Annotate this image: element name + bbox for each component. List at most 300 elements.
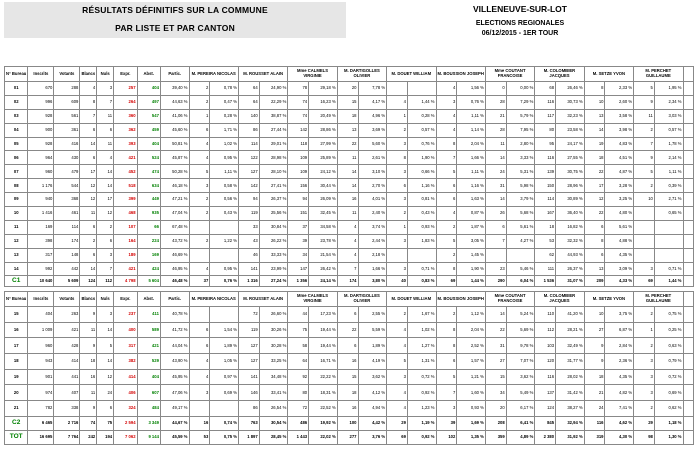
participation-cell: 46,95 %: [160, 262, 189, 276]
list-pct-cell: 5,59 %: [358, 322, 387, 338]
blank-cell: [683, 385, 694, 401]
list-votes-cell: 2: [634, 307, 655, 323]
total-row: [5, 430, 694, 444]
column-header-list: M. PEREIRA NICOLAS: [189, 292, 238, 307]
blank-cell: [683, 123, 694, 137]
list-votes-cell: [189, 307, 210, 323]
abst-cell: 169: [137, 248, 160, 262]
list-pct-cell: 1,87 %: [457, 220, 486, 234]
bureau-cell: C2: [5, 416, 28, 430]
votants-cell: 442: [54, 262, 80, 276]
list-votes-cell: 29: [634, 416, 655, 430]
list-pct-cell: 1,05 %: [210, 354, 239, 370]
column-header-blank: [683, 67, 694, 82]
list-votes-cell: 24: [485, 165, 506, 179]
inscrits-cell: 943: [28, 354, 54, 370]
list-pct-cell: 33,25 %: [259, 354, 288, 370]
list-pct-cell: 6,04 %: [506, 276, 535, 287]
list-votes-cell: 98: [634, 430, 655, 444]
list-votes-cell: 122: [238, 151, 259, 165]
list-pct-cell: [654, 234, 683, 248]
list-pct-cell: 2,61 %: [358, 151, 387, 165]
abst-cell: 404: [137, 369, 160, 385]
blank-cell: [683, 179, 694, 193]
column-header-votants: Votants: [54, 292, 80, 307]
blank-cell: [683, 220, 694, 234]
list-votes-cell: 39: [288, 234, 309, 248]
list-pct-cell: 0,87 %: [457, 207, 486, 221]
list-votes-cell: 5: [436, 234, 457, 248]
exprimes-cell: 164: [114, 234, 137, 248]
list-pct-cell: 19,44 %: [309, 338, 338, 354]
list-votes-cell: 3: [387, 193, 408, 207]
list-votes-cell: 7: [634, 137, 655, 151]
list-votes-cell: 2: [189, 207, 210, 221]
list-votes-cell: 8: [436, 322, 457, 338]
election-date: 06/12/2015 - 1ER TOUR: [481, 30, 559, 37]
list-votes-cell: 2: [436, 307, 457, 323]
bureau-cell: 15: [5, 307, 28, 323]
blancs-cell: 12: [80, 179, 97, 193]
list-votes-cell: 69: [634, 276, 655, 287]
list-votes-cell: 2: [634, 179, 655, 193]
inscrits-cell: 992: [28, 262, 54, 276]
nuls-cell: 6: [97, 234, 114, 248]
list-votes-cell: 127: [238, 338, 259, 354]
list-votes-cell: 78: [288, 82, 309, 96]
list-pct-cell: 16,82 %: [556, 220, 585, 234]
exprimes-cell: 107: [114, 220, 137, 234]
list-votes-cell: 23: [485, 262, 506, 276]
list-pct-cell: 5,79 %: [506, 109, 535, 123]
abst-cell: 497: [137, 95, 160, 109]
list-votes-cell: 124: [535, 401, 556, 417]
list-pct-cell: 3,62 %: [358, 369, 387, 385]
table-row: [5, 338, 694, 354]
list-votes-cell: 119: [238, 207, 259, 221]
list-pct-cell: 21,54 %: [309, 248, 338, 262]
votants-cell: 407: [54, 385, 80, 401]
votants-cell: 338: [54, 401, 80, 417]
bureau-cell: 08: [5, 179, 28, 193]
list-pct-cell: 33,33 %: [259, 248, 288, 262]
votants-cell: 288: [54, 82, 80, 96]
exprimes-cell: 393: [114, 137, 137, 151]
inscrits-cell: 928: [28, 137, 54, 151]
list-pct-cell: 0,28 %: [407, 109, 436, 123]
list-pct-cell: 3,03 %: [654, 109, 683, 123]
list-votes-cell: 1: [387, 220, 408, 234]
list-votes-cell: 127: [238, 354, 259, 370]
list-votes-cell: 18: [584, 369, 605, 385]
abst-cell: 424: [137, 262, 160, 276]
list-pct-cell: 1,95 %: [654, 82, 683, 96]
participation-cell: 49,17 %: [160, 401, 189, 417]
list-votes-cell: 34: [485, 385, 506, 401]
votants-cell: 7 764: [54, 430, 80, 444]
list-votes-cell: 6: [436, 354, 457, 370]
list-pct-cell: 0,56 %: [210, 193, 239, 207]
blank-cell: [683, 262, 694, 276]
list-votes-cell: 2: [189, 193, 210, 207]
list-pct-cell: 18,31 %: [309, 385, 338, 401]
list-pct-cell: 4,17 %: [358, 95, 387, 109]
list-votes-cell: [387, 248, 408, 262]
column-header-list: M. ROUSSET ALAIN: [238, 292, 287, 307]
blancs-cell: 14: [80, 262, 97, 276]
list-pct-cell: [210, 248, 239, 262]
nuls-cell: 7: [97, 262, 114, 276]
list-pct-cell: 1,14 %: [457, 123, 486, 137]
list-pct-cell: [407, 248, 436, 262]
list-votes-cell: 11: [485, 137, 506, 151]
votants-cell: 428: [54, 338, 80, 354]
list-votes-cell: 22: [584, 165, 605, 179]
list-pct-cell: 1,90 %: [457, 262, 486, 276]
list-votes-cell: 5: [436, 369, 457, 385]
list-pct-cell: 5,61 %: [605, 220, 634, 234]
list-pct-cell: 0,66 %: [407, 165, 436, 179]
list-pct-cell: 23,99 %: [259, 262, 288, 276]
list-votes-cell: 16: [189, 416, 210, 430]
list-votes-cell: 5: [436, 165, 457, 179]
list-pct-cell: 41,20 %: [556, 307, 585, 323]
list-votes-cell: 24: [584, 401, 605, 417]
table-row: [5, 307, 694, 323]
list-votes-cell: 3: [387, 262, 408, 276]
bureau-cell: 12: [5, 234, 28, 248]
list-pct-cell: 2,33 %: [605, 82, 634, 96]
list-pct-cell: 1,12 %: [457, 307, 486, 323]
list-votes-cell: 140: [238, 109, 259, 123]
list-pct-cell: 1,89 %: [358, 338, 387, 354]
list-pct-cell: 3,98 %: [605, 123, 634, 137]
blancs-cell: 9: [80, 401, 97, 417]
list-votes-cell: 9: [634, 95, 655, 109]
list-pct-cell: 1,45 %: [457, 248, 486, 262]
list-pct-cell: 1,11 %: [654, 165, 683, 179]
list-pct-cell: 3,74 %: [358, 220, 387, 234]
list-pct-cell: 6,17 %: [506, 401, 535, 417]
nuls-cell: 75: [97, 416, 114, 430]
list-pct-cell: 44,93 %: [556, 248, 585, 262]
bureau-cell: 01: [5, 82, 28, 96]
list-votes-cell: 116: [584, 416, 605, 430]
list-pct-cell: [407, 82, 436, 96]
blancs-cell: 12: [80, 193, 97, 207]
list-pct-cell: 36,40 %: [556, 207, 585, 221]
blancs-cell: 2: [80, 234, 97, 248]
list-votes-cell: 27: [485, 354, 506, 370]
blancs-cell: 4: [80, 82, 97, 96]
list-pct-cell: [654, 220, 683, 234]
list-votes-cell: 100: [337, 416, 358, 430]
list-votes-cell: 5: [634, 82, 655, 96]
list-votes-cell: 142: [288, 123, 309, 137]
list-pct-cell: 3,10 %: [358, 165, 387, 179]
list-pct-cell: 0,28 %: [210, 109, 239, 123]
bureau-cell: 10: [5, 207, 28, 221]
inscrits-cell: 960: [28, 338, 54, 354]
list-votes-cell: 6: [436, 193, 457, 207]
results-table-canton1: [4, 66, 694, 287]
list-pct-cell: 1,02 %: [407, 322, 436, 338]
list-votes-cell: 75: [288, 322, 309, 338]
column-header-abst: Abst.: [137, 67, 160, 82]
nuls-cell: 14: [97, 354, 114, 370]
list-votes-cell: 31: [485, 179, 506, 193]
participation-cell: 40,78 %: [160, 307, 189, 323]
list-votes-cell: 14: [485, 193, 506, 207]
exprimes-cell: 189: [114, 248, 137, 262]
list-pct-cell: 4,35 %: [605, 369, 634, 385]
list-pct-cell: 32,45 %: [309, 207, 338, 221]
list-votes-cell: 120: [535, 354, 556, 370]
list-votes-cell: 142: [238, 179, 259, 193]
list-votes-cell: 1 443: [288, 430, 309, 444]
list-pct-cell: 22,22 %: [309, 369, 338, 385]
list-pct-cell: 25,89 %: [309, 151, 338, 165]
nuls-cell: 4: [97, 151, 114, 165]
nuls-cell: 7: [97, 95, 114, 109]
list-pct-cell: 27,24 %: [259, 276, 288, 287]
abst-cell: 607: [137, 385, 160, 401]
list-pct-cell: 3,76 %: [358, 430, 387, 444]
list-votes-cell: 13: [337, 123, 358, 137]
list-pct-cell: 26,37 %: [556, 262, 585, 276]
list-votes-cell: 6: [189, 123, 210, 137]
list-votes-cell: 72: [238, 307, 259, 323]
list-votes-cell: 3: [387, 137, 408, 151]
list-votes-cell: [189, 248, 210, 262]
list-pct-cell: 28,45 %: [259, 430, 288, 444]
list-pct-cell: 5,69 %: [506, 322, 535, 338]
list-pct-cell: 1,16 %: [457, 179, 486, 193]
list-pct-cell: 4,80 %: [605, 207, 634, 221]
blancs-cell: 18: [80, 354, 97, 370]
inscrits-cell: 1 416: [28, 207, 54, 221]
blancs-cell: 8: [80, 95, 97, 109]
list-pct-cell: 17,23 %: [309, 307, 338, 323]
exprimes-cell: 421: [114, 262, 137, 276]
votants-cell: 148: [54, 248, 80, 262]
list-votes-cell: 4: [189, 354, 210, 370]
list-pct-cell: 25,56 %: [259, 207, 288, 221]
bureau-cell: 17: [5, 338, 28, 354]
list-votes-cell: 167: [535, 207, 556, 221]
list-pct-cell: 0,25 %: [654, 322, 683, 338]
list-votes-cell: 39: [436, 416, 457, 430]
bureau-cell: 03: [5, 109, 28, 123]
list-pct-cell: 28,10 %: [259, 165, 288, 179]
list-pct-cell: 0,00 %: [506, 82, 535, 96]
list-pct-cell: 30,89 %: [556, 193, 585, 207]
blank-cell: [683, 137, 694, 151]
list-votes-cell: 27: [584, 322, 605, 338]
list-pct-cell: 1,35 %: [457, 430, 486, 444]
column-header-list: M. SETZE YVON: [584, 292, 633, 307]
participation-cell: 44,63 %: [160, 95, 189, 109]
list-votes-cell: 8: [436, 338, 457, 354]
inscrits-cell: 964: [28, 151, 54, 165]
nuls-cell: 194: [97, 430, 114, 444]
blank-cell: [683, 234, 694, 248]
list-votes-cell: 116: [535, 151, 556, 165]
blank-cell: [683, 82, 694, 96]
list-pct-cell: 38,27 %: [556, 401, 585, 417]
list-votes-cell: 4: [337, 248, 358, 262]
list-votes-cell: 37: [288, 220, 309, 234]
list-pct-cell: 2,52 %: [457, 338, 486, 354]
inscrits-cell: 1 009: [28, 322, 54, 338]
abst-cell: 547: [137, 109, 160, 123]
abst-cell: 529: [137, 354, 160, 370]
abst-cell: 66: [137, 220, 160, 234]
exprimes-cell: 360: [114, 109, 137, 123]
column-header-list: Mme CALMELS VIRGINIE: [288, 67, 337, 82]
results-table-canton2: [4, 291, 694, 445]
column-header-inscrits: Inscrits: [28, 292, 54, 307]
list-pct-cell: 1,30 %: [654, 430, 683, 444]
list-votes-cell: 4: [189, 151, 210, 165]
blancs-cell: 14: [80, 137, 97, 151]
list-votes-cell: 28: [485, 95, 506, 109]
list-pct-cell: 38,87 %: [259, 109, 288, 123]
list-pct-cell: 24,17 %: [556, 137, 585, 151]
list-pct-cell: 5,98 %: [506, 179, 535, 193]
inscrits-cell: 940: [28, 193, 54, 207]
list-votes-cell: 74: [288, 109, 309, 123]
list-votes-cell: 141: [238, 369, 259, 385]
list-votes-cell: 290: [485, 276, 506, 287]
list-votes-cell: 8: [584, 82, 605, 96]
votants-cell: 368: [54, 193, 80, 207]
list-votes-cell: 1 897: [238, 430, 259, 444]
blank-cell: [683, 276, 694, 287]
blancs-cell: 11: [80, 207, 97, 221]
list-votes-cell: 72: [288, 401, 309, 417]
list-pct-cell: 0,79 %: [654, 354, 683, 370]
list-votes-cell: 4: [436, 82, 457, 96]
list-pct-cell: 1,11 %: [457, 109, 486, 123]
list-votes-cell: [387, 82, 408, 96]
list-votes-cell: 4: [436, 109, 457, 123]
list-votes-cell: 3: [387, 165, 408, 179]
list-votes-cell: 14: [485, 151, 506, 165]
list-votes-cell: 10: [584, 95, 605, 109]
votants-cell: 441: [54, 369, 80, 385]
list-pct-cell: 0,58 %: [210, 179, 239, 193]
inscrits-cell: 670: [28, 82, 54, 96]
list-pct-cell: 0,63 %: [654, 338, 683, 354]
list-votes-cell: 19: [584, 137, 605, 151]
inscrits-cell: 6 465: [28, 416, 54, 430]
list-votes-cell: 3: [634, 354, 655, 370]
list-pct-cell: 1,19 %: [407, 416, 436, 430]
list-votes-cell: 4: [387, 385, 408, 401]
list-pct-cell: 7,78 %: [358, 82, 387, 96]
nuls-cell: 5: [97, 338, 114, 354]
list-votes-cell: 109: [288, 151, 309, 165]
abst-cell: 459: [137, 123, 160, 137]
list-votes-cell: 4: [387, 401, 408, 417]
list-pct-cell: 1,11 %: [210, 165, 239, 179]
list-votes-cell: 3: [189, 385, 210, 401]
column-header-list: M. DOUET WILLIAM: [387, 292, 436, 307]
blancs-cell: 16: [80, 369, 97, 385]
list-votes-cell: 156: [288, 179, 309, 193]
list-pct-cell: 27,55 %: [556, 151, 585, 165]
list-pct-cell: 5,60 %: [358, 137, 387, 151]
abst-cell: 5 604: [137, 276, 160, 287]
list-votes-cell: [634, 220, 655, 234]
list-votes-cell: 6: [189, 322, 210, 338]
abst-cell: 411: [137, 307, 160, 323]
exprimes-cell: 421: [114, 151, 137, 165]
list-pct-cell: 9,78 %: [506, 338, 535, 354]
list-votes-cell: 116: [535, 369, 556, 385]
list-votes-cell: [634, 207, 655, 221]
votants-cell: 263: [54, 307, 80, 323]
table-row: [5, 151, 694, 165]
list-pct-cell: 20,49 %: [309, 109, 338, 123]
list-pct-cell: 4,19 %: [358, 354, 387, 370]
participation-cell: 46,69 %: [160, 248, 189, 262]
blank-cell: [683, 338, 694, 354]
participation-cell: 47,21 %: [160, 193, 189, 207]
blancs-cell: 74: [80, 416, 97, 430]
votants-cell: 421: [54, 322, 80, 338]
list-votes-cell: 4: [189, 137, 210, 151]
blancs-cell: 17: [80, 165, 97, 179]
list-votes-cell: 103: [535, 338, 556, 354]
list-pct-cell: 7,41 %: [605, 401, 634, 417]
exprimes-cell: 7 062: [114, 430, 137, 444]
list-votes-cell: 2: [436, 220, 457, 234]
list-votes-cell: 1: [387, 109, 408, 123]
votants-cell: 561: [54, 109, 80, 123]
column-header-list: M. PERCHET GUILLAUME: [634, 292, 683, 307]
nuls-cell: 11: [97, 109, 114, 123]
list-votes-cell: 31: [485, 338, 506, 354]
list-votes-cell: 29: [387, 416, 408, 430]
list-votes-cell: 6: [584, 220, 605, 234]
column-header-blank: [683, 292, 694, 307]
list-pct-cell: 26,54 %: [259, 401, 288, 417]
list-votes-cell: 18: [584, 151, 605, 165]
column-header-list: M. SETZE YVON: [584, 67, 633, 82]
header-row: [5, 292, 694, 307]
blank-cell: [683, 109, 694, 123]
participation-cell: 46,18 %: [160, 179, 189, 193]
bureau-cell: 18: [5, 354, 28, 370]
list-votes-cell: 64: [288, 354, 309, 370]
blank-cell: [683, 416, 694, 430]
table-row: [5, 95, 694, 109]
list-votes-cell: 6: [337, 307, 358, 323]
nuls-cell: 12: [97, 369, 114, 385]
list-pct-cell: 0,57 %: [407, 123, 436, 137]
votants-cell: 461: [54, 207, 80, 221]
abst-cell: 524: [137, 151, 160, 165]
list-votes-cell: 147: [288, 262, 309, 276]
list-votes-cell: 53: [189, 430, 210, 444]
blank-cell: [683, 165, 694, 179]
list-votes-cell: 7: [485, 234, 506, 248]
list-votes-cell: 18: [337, 109, 358, 123]
bureau-cell: 14: [5, 262, 28, 276]
list-pct-cell: 4,87 %: [605, 165, 634, 179]
